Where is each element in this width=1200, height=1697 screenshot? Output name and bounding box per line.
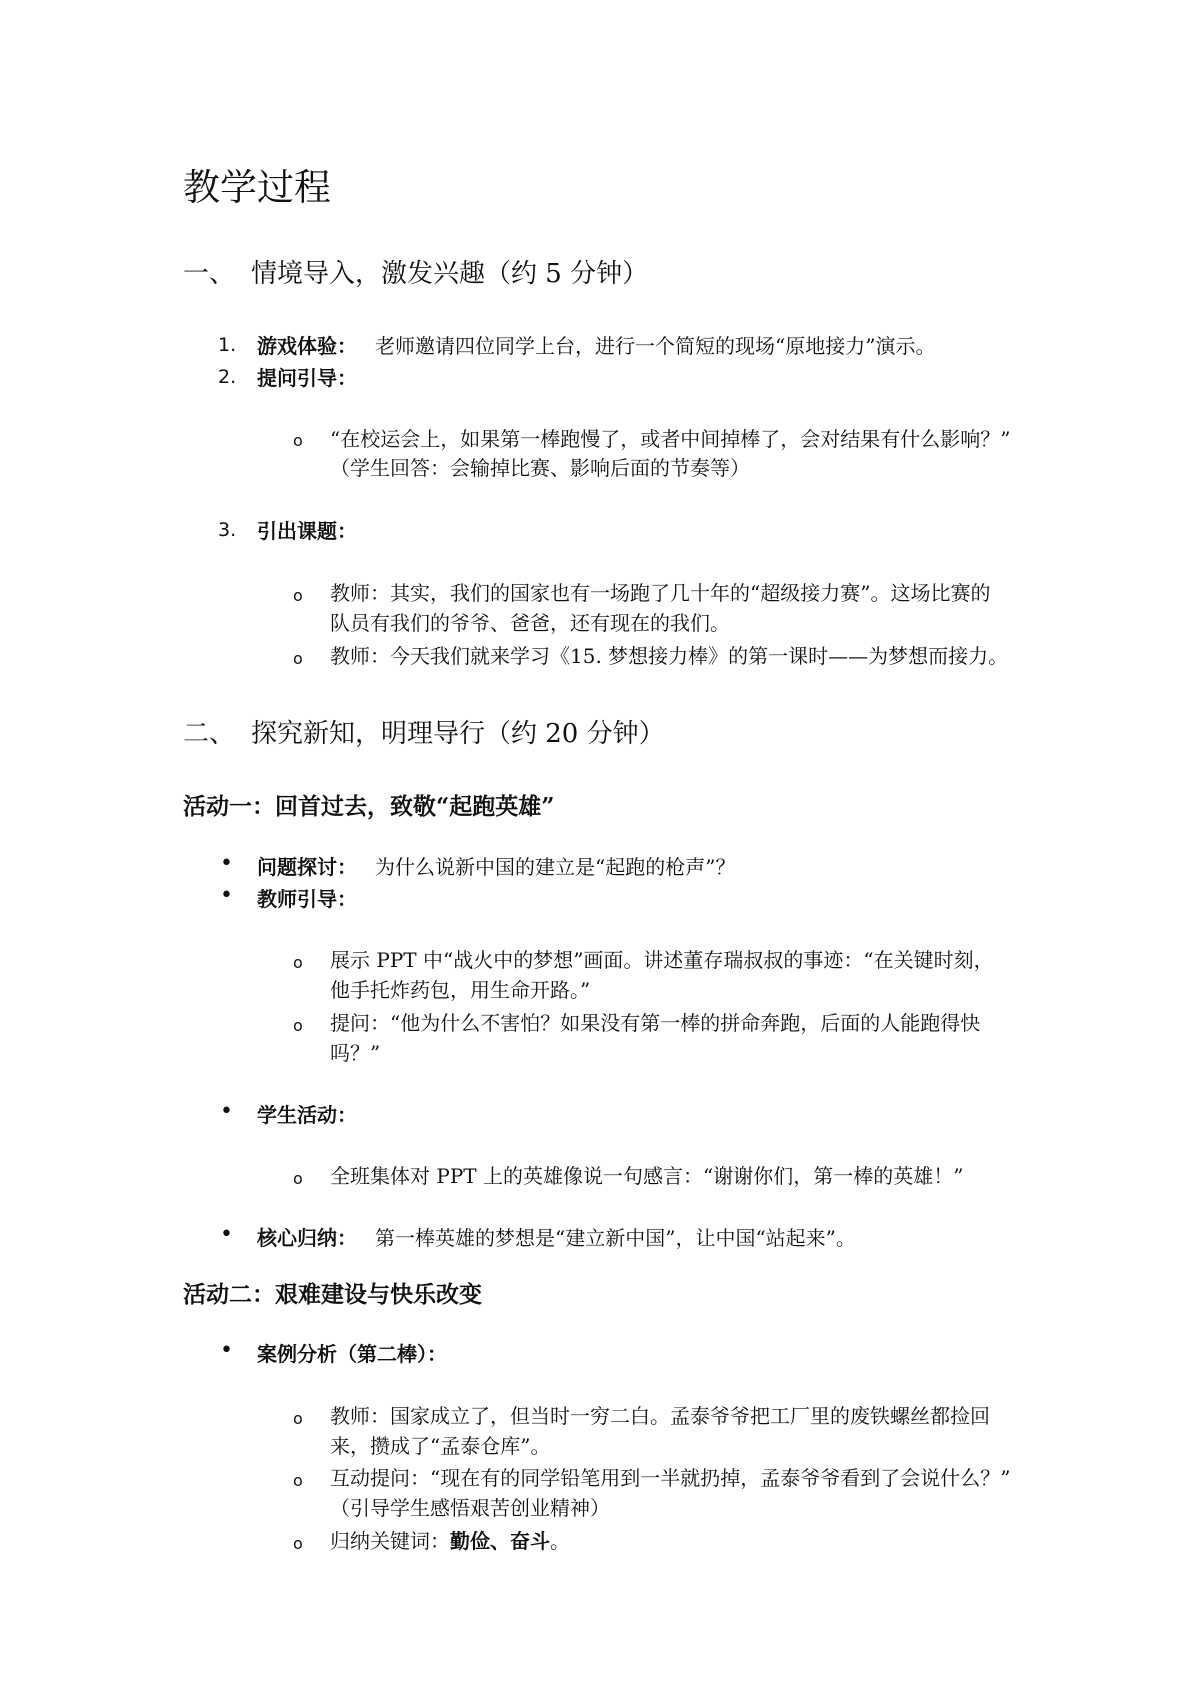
section-number: 二、: [183, 719, 236, 749]
item-label: 学生活动：: [257, 1103, 357, 1127]
section-heading-1: [183, 253, 648, 290]
sub-marker: o: [293, 649, 303, 668]
keyword-suffix: 。: [550, 1529, 570, 1553]
bullet-marker: •: [220, 883, 233, 908]
section-heading-text: 情境导入，激发兴趣（约 5 分钟）: [251, 259, 649, 289]
sub-marker: o: [293, 1471, 303, 1490]
sub-marker: o: [293, 1016, 303, 1035]
item-label: 引出课题：: [257, 519, 357, 543]
sub-marker: o: [293, 586, 303, 605]
bullet-marker: •: [220, 1222, 233, 1247]
sub-item-line: （引导学生感悟艰苦创业精神）: [330, 1496, 610, 1520]
sub-item-line: [330, 1526, 570, 1556]
sub-marker: o: [293, 431, 303, 450]
sub-item-line: 展示 PPT 中“战火中的梦想”画面。讲述董存瑞叔叔的事迹：“在关键时刻，: [330, 948, 994, 972]
bullet-marker: •: [220, 851, 233, 876]
sub-item-line: 教师：其实，我们的国家也有一场跑了几十年的“超级接力赛”。这场比赛的: [330, 581, 991, 605]
sub-item-line: 互动提问：“现在有的同学铅笔用到一半就扔掉，孟泰爷爷看到了会说什么？”: [330, 1466, 1011, 1490]
item-label: 提问引导：: [257, 366, 357, 390]
bullet-marker: •: [220, 1338, 233, 1363]
item-text: 为什么说新中国的建立是“起跑的枪声”？: [375, 855, 736, 879]
list-item: [257, 331, 935, 361]
sub-item-line: （学生回答：会输掉比赛、影响后面的节奏等）: [330, 456, 750, 480]
item-text: 老师邀请四位同学上台，进行一个简短的现场“原地接力”演示。: [375, 334, 936, 358]
section-heading-text: 探究新知，明理导行（约 20 分钟）: [251, 719, 665, 749]
activity-heading-2: 活动二：艰难建设与快乐改变: [183, 1281, 482, 1308]
item-label: 核心归纳：: [257, 1226, 357, 1250]
keyword-prefix: 归纳关键词：: [330, 1529, 450, 1553]
sub-item-line: 吗？”: [330, 1041, 381, 1065]
sub-item-line: 教师：国家成立了，但当时一穷二白。孟泰爷爷把工厂里的废铁螺丝都捡回: [330, 1404, 990, 1428]
list-marker: 1.: [218, 334, 237, 356]
item-text: 第一棒英雄的梦想是“建立新中国”，让中国“站起来”。: [375, 1226, 856, 1250]
section-number: 一、: [183, 259, 236, 289]
item-label: 教师引导：: [257, 887, 357, 911]
sub-item-line: 提问：“他为什么不害怕？如果没有第一棒的拼命奔跑，后面的人能跑得快: [330, 1011, 981, 1035]
sub-item-line: 队员有我们的爷爷、爸爸，还有现在的我们。: [330, 611, 730, 635]
list-item: [257, 852, 735, 882]
list-marker: 2.: [218, 366, 237, 388]
sub-item-line: 来，攒成了“孟泰仓库”。: [330, 1434, 551, 1458]
sub-item-line: “在校运会上，如果第一棒跑慢了，或者中间掉棒了，会对结果有什么影响？”: [330, 427, 1011, 451]
sub-item-line: 全班集体对 PPT 上的英雄像说一句感言：“谢谢你们，第一棒的英雄！”: [330, 1164, 964, 1188]
section-heading-2: [183, 713, 665, 750]
item-label: 问题探讨：: [257, 855, 357, 879]
list-item: [257, 1223, 856, 1253]
sub-marker: o: [293, 1409, 303, 1428]
bullet-marker: •: [220, 1099, 233, 1124]
sub-marker: o: [293, 953, 303, 972]
item-label: 游戏体验：: [257, 334, 357, 358]
list-marker: 3.: [218, 519, 237, 541]
sub-item-line: 教师：今天我们就来学习《15. 梦想接力棒》的第一课时——为梦想而接力。: [330, 644, 1009, 668]
page-title: 教学过程: [183, 166, 331, 209]
sub-marker: o: [293, 1534, 303, 1553]
sub-item-line: 他手托炸药包，用生命开路。”: [330, 978, 591, 1002]
sub-marker: o: [293, 1169, 303, 1188]
item-label: 案例分析（第二棒）：: [257, 1342, 447, 1366]
keyword-bold: 勤俭、奋斗: [450, 1529, 550, 1553]
activity-heading-1: 活动一：回首过去，致敬“起跑英雄”: [183, 793, 555, 820]
